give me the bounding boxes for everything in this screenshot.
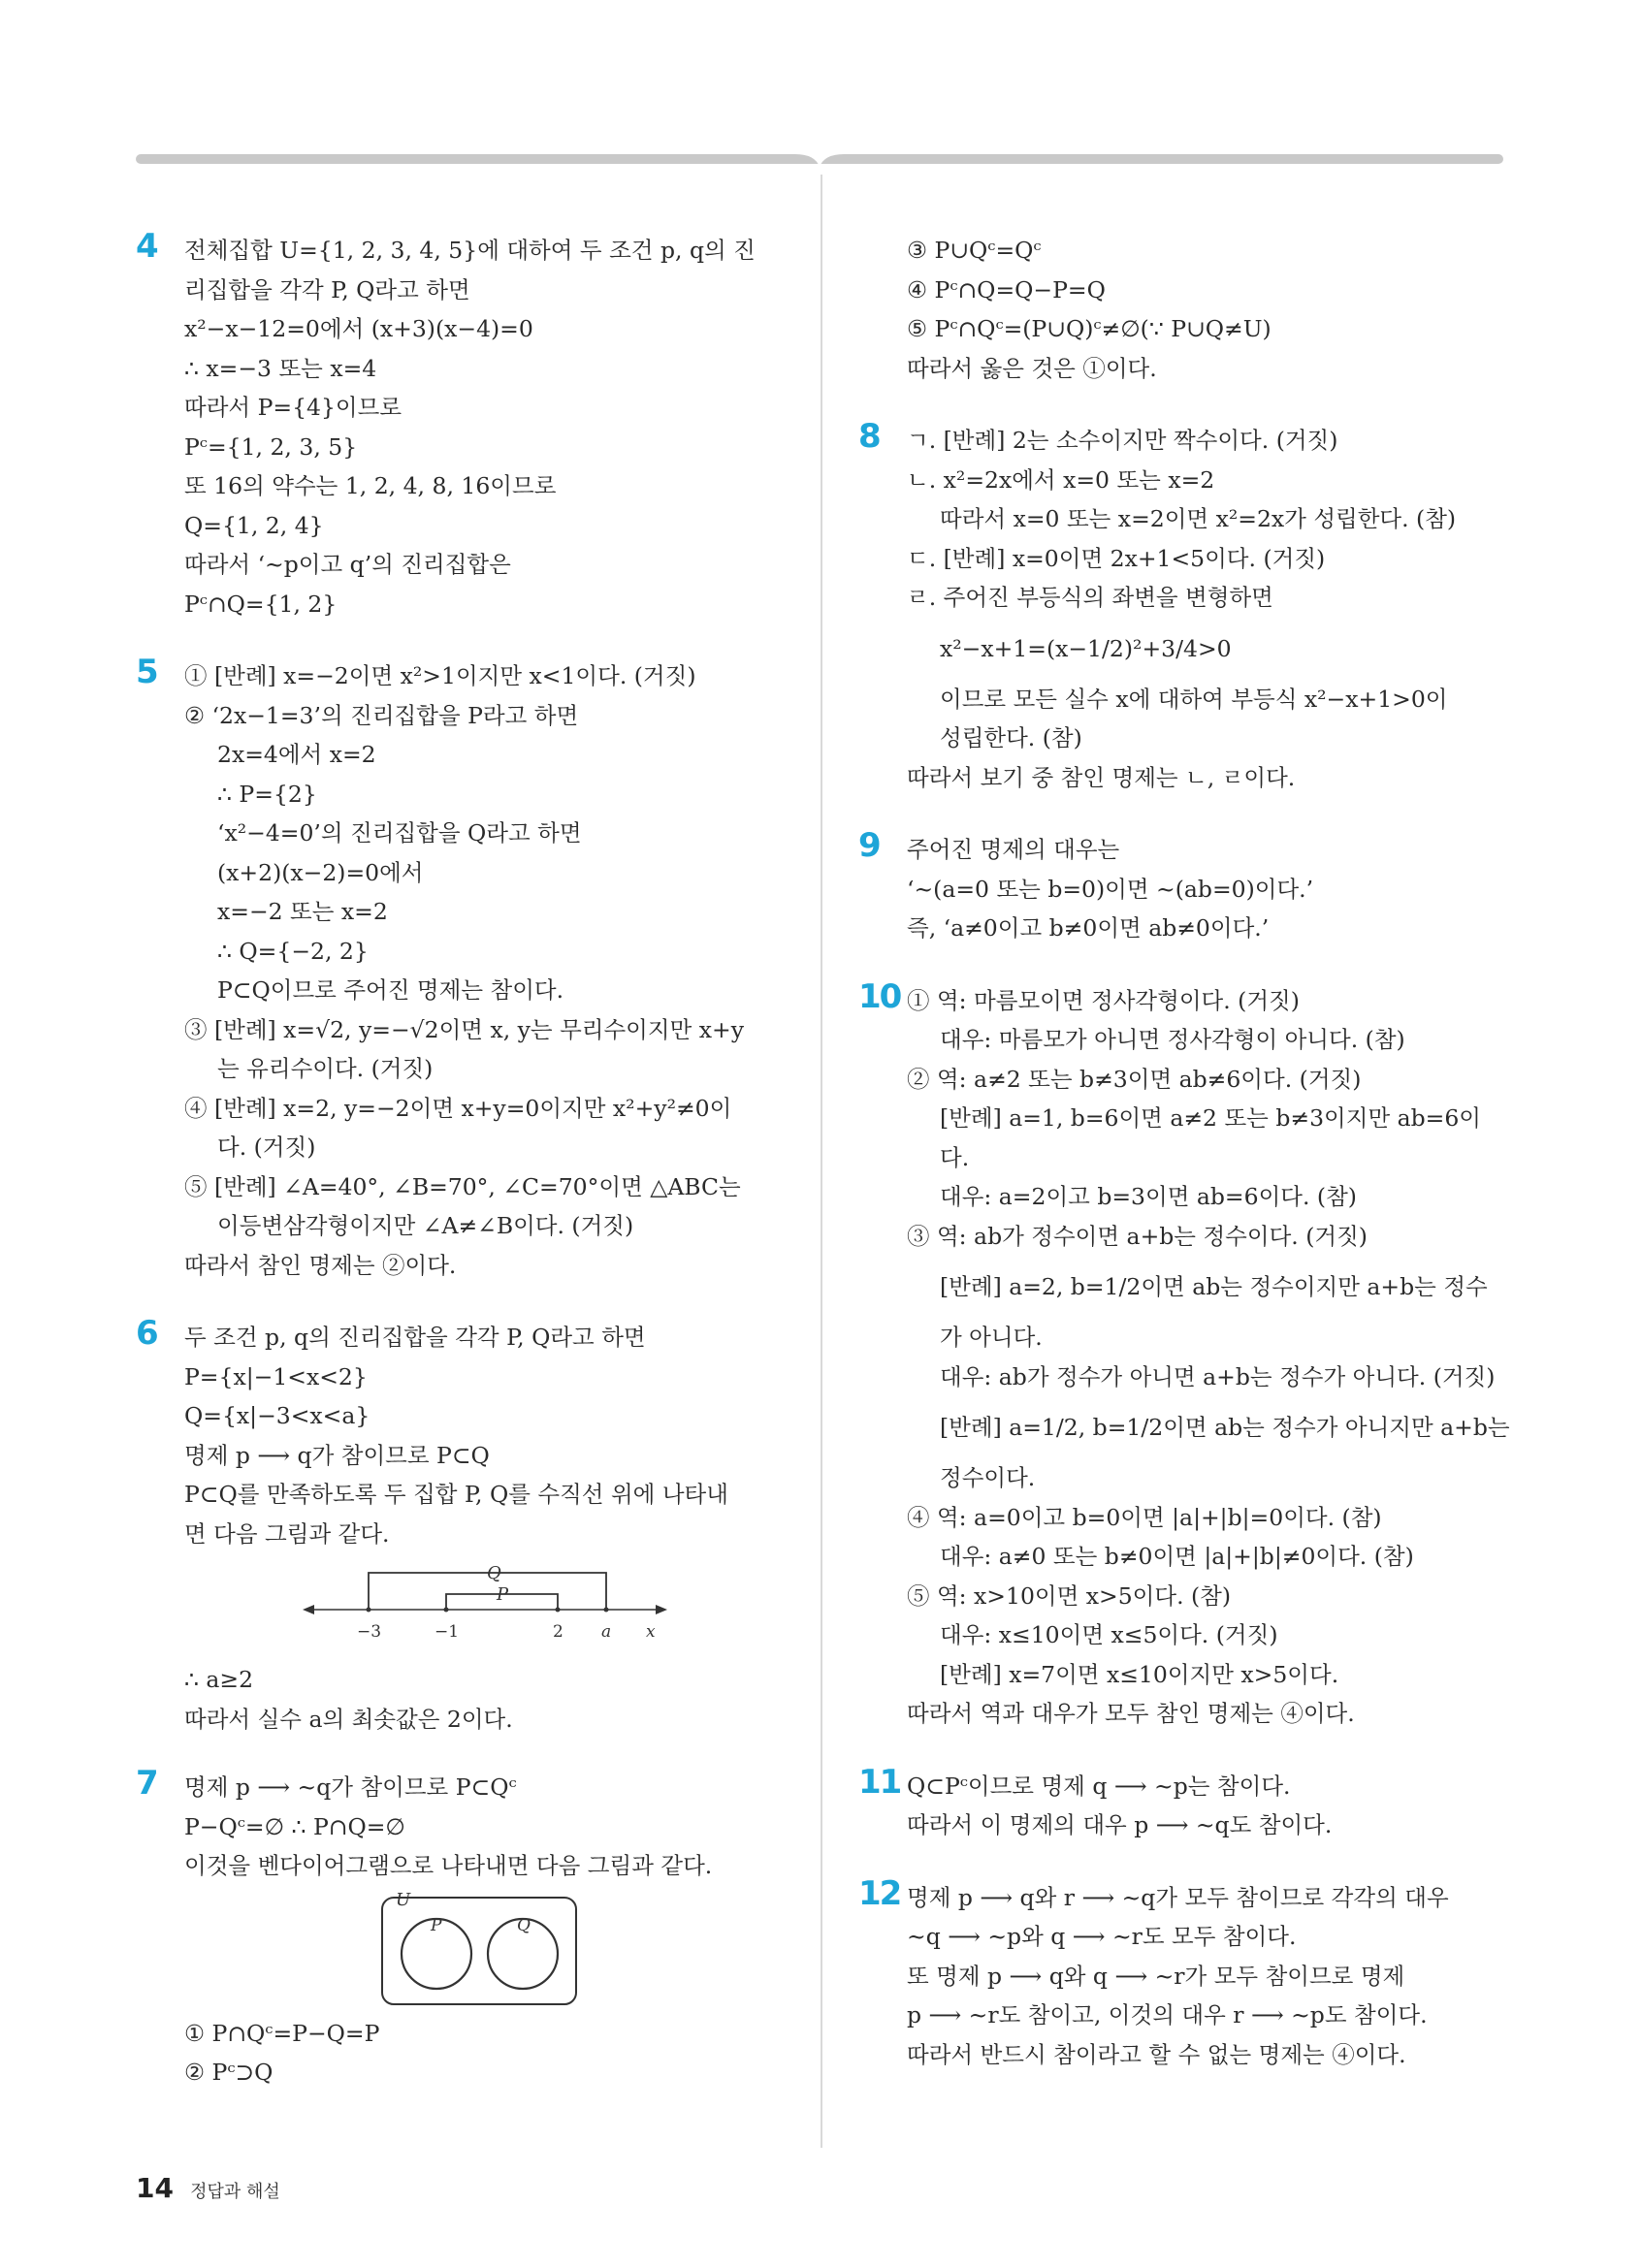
page-number: 14 <box>136 2172 174 2204</box>
solution-line: Q={x|−3<x<a} <box>184 1402 370 1429</box>
left-column <box>136 227 786 2092</box>
solution-line: P={x|−1<x<2} <box>184 1362 368 1390</box>
problem-number: 11 <box>858 1762 901 1802</box>
problem-number: 8 <box>858 417 880 456</box>
label-Q: Q <box>487 1563 501 1583</box>
solution-line: 따라서 ‘~p이고 q’의 진리집합은 <box>184 551 511 578</box>
tick-label: −3 <box>357 1622 382 1642</box>
solution-line: ∴ Q={−2, 2} <box>217 937 369 965</box>
solution-line: p ⟶ ~r도 참이고, 이것의 대우 r ⟶ ~p도 참이다. <box>907 2001 1428 2028</box>
solution-line: [반례] x=7이면 x≤10이지만 x>5이다. <box>940 1660 1339 1688</box>
answer-11 <box>858 1762 1508 1845</box>
answer-9 <box>858 826 1508 948</box>
solution-line: 또 16의 약수는 1, 2, 4, 8, 16이므로 <box>184 472 557 499</box>
solution-line: 리집합을 각각 P, Q라고 하면 <box>184 275 470 303</box>
solution-line: 즉, ‘a≠0이고 b≠0이면 ab≠0이다.’ <box>907 914 1270 942</box>
column-divider <box>821 175 822 2148</box>
solution-line: ‘~(a=0 또는 b=0)이면 ~(ab=0)이다.’ <box>907 875 1314 903</box>
answer-8 <box>858 417 1508 797</box>
solution-line: ④ 역: a=0이고 b=0이면 |a|+|b|=0이다. (참) <box>907 1503 1382 1531</box>
solution-line: 다. (거짓) <box>217 1134 316 1161</box>
answer-7 <box>136 1764 786 2092</box>
solution-line: 명제 p ⟶ q와 r ⟶ ~q가 모두 참이므로 각각의 대우 <box>907 1883 1449 1911</box>
solution-line: 따라서 이 명제의 대우 p ⟶ ~q도 참이다. <box>907 1811 1333 1838</box>
solution-line: 이것을 벤다이어그램으로 나타내면 다음 그림과 같다. <box>184 1852 713 1879</box>
solution-line: 따라서 역과 대우가 모두 참인 명제는 ④이다. <box>907 1700 1355 1727</box>
solution-line: 따라서 P={4}이므로 <box>184 394 402 421</box>
solution-line: 전체집합 U={1, 2, 3, 4, 5}에 대하여 두 조건 p, q의 진 <box>184 237 756 264</box>
solution-line: ㄱ. [반례] 2는 소수이지만 짝수이다. (거짓) <box>907 427 1338 454</box>
solution-line: 성립한다. (참) <box>940 724 1082 751</box>
solution-line: 이므로 모든 실수 x에 대하여 부등식 x²−x+1>0이 <box>940 685 1448 713</box>
solution-line: 따라서 반드시 참이라고 할 수 없는 명제는 ④이다. <box>907 2040 1406 2068</box>
tick-label: x <box>646 1622 656 1642</box>
problem-number: 7 <box>136 1764 157 1803</box>
venn-svg <box>184 1892 786 2006</box>
solution-line: ∴ a≥2 <box>184 1666 254 1693</box>
solution-line: ⑤ Pᶜ∩Qᶜ=(P∪Q)ᶜ≠∅(∵ P∪Q≠U) <box>907 315 1272 342</box>
solution-line: Pᶜ∩Q={1, 2} <box>184 590 338 618</box>
solution-line: 대우: x≤10이면 x≤5이다. (거짓) <box>940 1621 1278 1648</box>
number-line-diagram <box>184 1559 786 1652</box>
solution-line: 따라서 보기 중 참인 명제는 ㄴ, ㄹ이다. <box>907 763 1296 791</box>
solution-line: 두 조건 p, q의 진리집합을 각각 P, Q라고 하면 <box>184 1324 646 1351</box>
problem-number: 5 <box>136 653 157 691</box>
solution-line: 따라서 실수 a의 최솟값은 2이다. <box>184 1705 513 1733</box>
solution-line: ① [반례] x=−2이면 x²>1이지만 x<1이다. (거짓) <box>184 662 696 689</box>
solution-line: 2x=4에서 x=2 <box>217 741 376 768</box>
solution-line: 면 다음 그림과 같다. <box>184 1519 390 1548</box>
answer-6 <box>136 1314 786 1739</box>
solution-line: ① P∩Qᶜ=P−Q=P <box>184 2019 380 2047</box>
solution-line: [반례] a=1/2, b=1/2이면 ab는 정수가 아니지만 a+b는 <box>940 1414 1510 1441</box>
solution-line: 따라서 x=0 또는 x=2이면 x²=2x가 성립한다. (참) <box>940 505 1457 532</box>
answer-12 <box>858 1873 1508 2075</box>
solution-line: 대우: 마름모가 아니면 정사각형이 아니다. (참) <box>940 1026 1405 1053</box>
page-section-label: 정답과 해설 <box>190 2182 280 2202</box>
solution-line: 대우: ab가 정수가 아니면 a+b는 정수가 아니다. (거짓) <box>940 1362 1496 1390</box>
solution-line: 대우: a≠0 또는 b≠0이면 |a|+|b|≠0이다. (참) <box>940 1543 1414 1570</box>
top-header-bar <box>136 151 1503 167</box>
solution-line: Pᶜ={1, 2, 3, 5} <box>184 432 358 461</box>
solution-line: ㄴ. x²=2x에서 x=0 또는 x=2 <box>907 465 1215 494</box>
solution-line: ③ 역: ab가 정수이면 a+b는 정수이다. (거짓) <box>907 1222 1368 1250</box>
number-line-svg <box>184 1559 786 1652</box>
answer-4 <box>136 227 786 623</box>
venn-label-Q: Q <box>517 1915 531 1935</box>
solution-line: ⑤ [반례] ∠A=40°, ∠B=70°, ∠C=70°이면 △ABC는 <box>184 1172 741 1200</box>
venn-diagram <box>184 1892 786 2006</box>
problem-number: 6 <box>136 1314 157 1353</box>
solution-line: 가 아니다. <box>940 1324 1043 1351</box>
solution-line: Q={1, 2, 4} <box>184 511 324 539</box>
problem-number: 9 <box>858 826 880 865</box>
right-column <box>858 231 1508 2074</box>
problem-number: 4 <box>136 227 157 266</box>
solution-line: x=−2 또는 x=2 <box>217 898 388 925</box>
solution-line: ⑤ 역: x>10이면 x>5이다. (참) <box>907 1581 1232 1610</box>
solution-line: ‘x²−4=0’의 진리집합을 Q라고 하면 <box>217 819 582 847</box>
solution-line: P−Qᶜ=∅ ∴ P∩Q=∅ <box>184 1812 405 1840</box>
solution-line: 따라서 참인 명제는 ②이다. <box>184 1251 457 1279</box>
label-P: P <box>497 1584 509 1605</box>
venn-label-U: U <box>396 1891 411 1910</box>
page-footer <box>136 2172 280 2204</box>
solution-line: ② Pᶜ⊃Q <box>184 2059 274 2086</box>
problem-number: 12 <box>858 1873 901 1913</box>
answer-5 <box>136 653 786 1285</box>
solution-line: 다. <box>940 1143 970 1171</box>
tick-label: 2 <box>553 1622 563 1642</box>
solution-line: [반례] a=1, b=6이면 a≠2 또는 b≠3이지만 ab=6이 <box>940 1104 1482 1132</box>
solution-line: P⊂Q를 만족하도록 두 집합 P, Q를 수직선 위에 나타내 <box>184 1481 728 1508</box>
solution-line: 이등변삼각형이지만 ∠A≠∠B이다. (거짓) <box>217 1212 634 1239</box>
tick-label: −1 <box>435 1622 460 1642</box>
solution-line: ㄷ. [반례] x=0이면 2x+1<5이다. (거짓) <box>907 544 1326 572</box>
solution-line: ④ [반례] x=2, y=−2이면 x+y=0이지만 x²+y²≠0이 <box>184 1094 732 1122</box>
answer-7-continued <box>858 231 1508 388</box>
solution-line: [반례] a=2, b=1/2이면 ab는 정수이지만 a+b는 정수 <box>940 1273 1488 1300</box>
solution-line: x²−x+1=(x−1/2)²+3/4>0 <box>940 634 1232 662</box>
solution-line: ∴ x=−3 또는 x=4 <box>184 354 377 382</box>
solution-line: ③ [반례] x=√2, y=−√2이면 x, y는 무리수이지만 x+y <box>184 1015 744 1043</box>
solution-line: 대우: a=2이고 b=3이면 ab=6이다. (참) <box>940 1183 1357 1210</box>
solution-line: 정수이다. <box>940 1464 1036 1491</box>
solution-line: 또 명제 p ⟶ q와 q ⟶ ~r가 모두 참이므로 명제 <box>907 1962 1405 1990</box>
solution-line: ∴ P={2} <box>217 780 317 808</box>
solution-line: ㄹ. 주어진 부등식의 좌변을 변형하면 <box>907 584 1273 611</box>
tick-label: a <box>601 1622 612 1642</box>
solution-line: ~q ⟶ ~p와 q ⟶ ~r도 모두 참이다. <box>907 1923 1297 1950</box>
solution-line: 명제 p ⟶ ~q가 참이므로 P⊂Qᶜ <box>184 1773 517 1801</box>
solution-line: 따라서 옳은 것은 ①이다. <box>907 354 1157 382</box>
solution-line: ③ P∪Qᶜ=Qᶜ <box>907 237 1042 264</box>
solution-line: x²−x−12=0에서 (x+3)(x−4)=0 <box>184 315 533 342</box>
venn-label-P: P <box>431 1915 442 1935</box>
problem-number: 10 <box>858 976 901 1016</box>
solution-line: Q⊂Pᶜ이므로 명제 q ⟶ ~p는 참이다. <box>907 1772 1291 1800</box>
solution-line: (x+2)(x−2)=0에서 <box>217 858 424 886</box>
solution-line: ② ‘2x−1=3’의 진리집합을 P라고 하면 <box>184 701 579 729</box>
solution-line: ④ Pᶜ∩Q=Q−P=Q <box>907 275 1106 303</box>
solution-line: ② 역: a≠2 또는 b≠3이면 ab≠6이다. (거짓) <box>907 1065 1362 1093</box>
solution-line: ① 역: 마름모이면 정사각형이다. (거짓) <box>907 986 1300 1014</box>
solution-line: 는 유리수이다. (거짓) <box>217 1055 434 1082</box>
solution-line: 명제 p ⟶ q가 참이므로 P⊂Q <box>184 1441 490 1469</box>
answer-10 <box>858 976 1510 1734</box>
solution-line: P⊂Q이므로 주어진 명제는 참이다. <box>217 976 564 1004</box>
solution-line: 주어진 명제의 대우는 <box>907 836 1120 863</box>
